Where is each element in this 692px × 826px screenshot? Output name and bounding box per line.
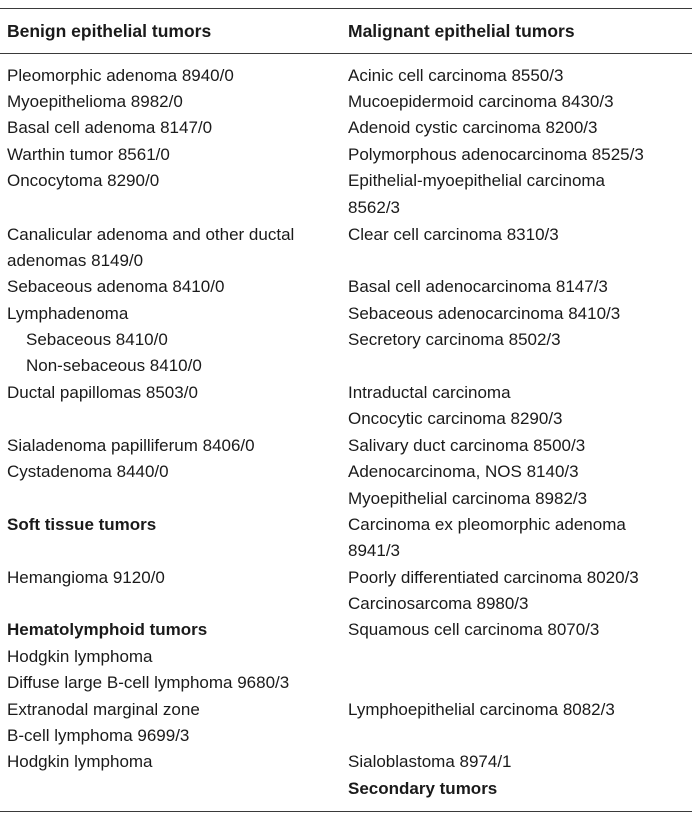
cell-right-entry: Squamous cell carcinoma 8070/3 xyxy=(348,620,600,639)
section-heading-hematolymphoid: Hematolymphoid tumors xyxy=(7,620,208,639)
section-heading-soft-tissue: Soft tissue tumors xyxy=(7,515,157,534)
cell-right-entry: Sialoblastoma 8974/1 xyxy=(348,752,512,771)
header-malignant-epithelial: Malignant epithelial tumors xyxy=(348,21,575,41)
cell-left-entry: Myoepithelioma 8982/0 xyxy=(7,92,183,111)
cell-left-entry: Hodgkin lymphoma xyxy=(7,752,153,771)
cell-left-subentry: Sebaceous 8410/0 xyxy=(26,330,168,349)
cell-left-entry: Canalicular adenoma and other ductal xyxy=(7,225,295,244)
cell-right-entry: Adenoid cystic carcinoma 8200/3 xyxy=(348,118,598,137)
cell-right-entry: Intraductal carcinoma xyxy=(348,383,511,402)
cell-right-entry: Mucoepidermoid carcinoma 8430/3 xyxy=(348,92,614,111)
cell-right-entry: Carcinosarcoma 8980/3 xyxy=(348,594,529,613)
cell-left-entry: Warthin tumor 8561/0 xyxy=(7,145,170,164)
cell-right-entry: Polymorphous adenocarcinoma 8525/3 xyxy=(348,145,644,164)
cell-left-entry: Hodgkin lymphoma xyxy=(7,647,153,666)
cell-right-entry: Myoepithelial carcinoma 8982/3 xyxy=(348,489,588,508)
table-header-rule xyxy=(0,53,692,54)
cell-right-entry: Clear cell carcinoma 8310/3 xyxy=(348,225,559,244)
cell-right-entry: Lymphoepithelial carcinoma 8082/3 xyxy=(348,700,615,719)
cell-right-entry: 8562/3 xyxy=(348,198,400,217)
cell-left-entry: B-cell lymphoma 9699/3 xyxy=(7,726,190,745)
cell-left-entry: Pleomorphic adenoma 8940/0 xyxy=(7,66,234,85)
cell-left-entry: Oncocytoma 8290/0 xyxy=(7,171,160,190)
cell-right-entry: Basal cell adenocarcinoma 8147/3 xyxy=(348,277,608,296)
cell-right-entry: Adenocarcinoma, NOS 8140/3 xyxy=(348,462,579,481)
cell-right-entry: Oncocytic carcinoma 8290/3 xyxy=(348,409,563,428)
cell-right-entry: Secretory carcinoma 8502/3 xyxy=(348,330,561,349)
cell-left-entry: Extranodal marginal zone xyxy=(7,700,200,719)
cell-left-entry: adenomas 8149/0 xyxy=(7,251,144,270)
cell-left-entry: Ductal papillomas 8503/0 xyxy=(7,383,198,402)
cell-left-entry: Diffuse large B-cell lymphoma 9680/3 xyxy=(7,673,290,692)
cell-right-entry: Epithelial-myoepithelial carcinoma xyxy=(348,171,606,190)
cell-right-entry: Poorly differentiated carcinoma 8020/3 xyxy=(348,568,639,587)
cell-left-subentry: Non-sebaceous 8410/0 xyxy=(26,356,202,375)
cell-right-entry: 8941/3 xyxy=(348,541,400,560)
header-benign-epithelial: Benign epithelial tumors xyxy=(7,21,212,41)
cell-right-entry: Acinic cell carcinoma 8550/3 xyxy=(348,66,564,85)
table-top-rule xyxy=(0,8,692,9)
cell-left-entry: Basal cell adenoma 8147/0 xyxy=(7,118,213,137)
cell-left-entry: Hemangioma 9120/0 xyxy=(7,568,165,587)
cell-left-entry: Lymphadenoma xyxy=(7,304,129,323)
table-bottom-rule xyxy=(0,811,692,812)
cell-left-entry: Sialadenoma papilliferum 8406/0 xyxy=(7,436,255,455)
cell-right-entry: Sebaceous adenocarcinoma 8410/3 xyxy=(348,304,621,323)
cell-right-entry: Carcinoma ex pleomorphic adenoma xyxy=(348,515,626,534)
cell-left-entry: Cystadenoma 8440/0 xyxy=(7,462,169,481)
section-heading-secondary-tumors: Secondary tumors xyxy=(348,779,498,798)
cell-left-entry: Sebaceous adenoma 8410/0 xyxy=(7,277,225,296)
cell-right-entry: Salivary duct carcinoma 8500/3 xyxy=(348,436,586,455)
